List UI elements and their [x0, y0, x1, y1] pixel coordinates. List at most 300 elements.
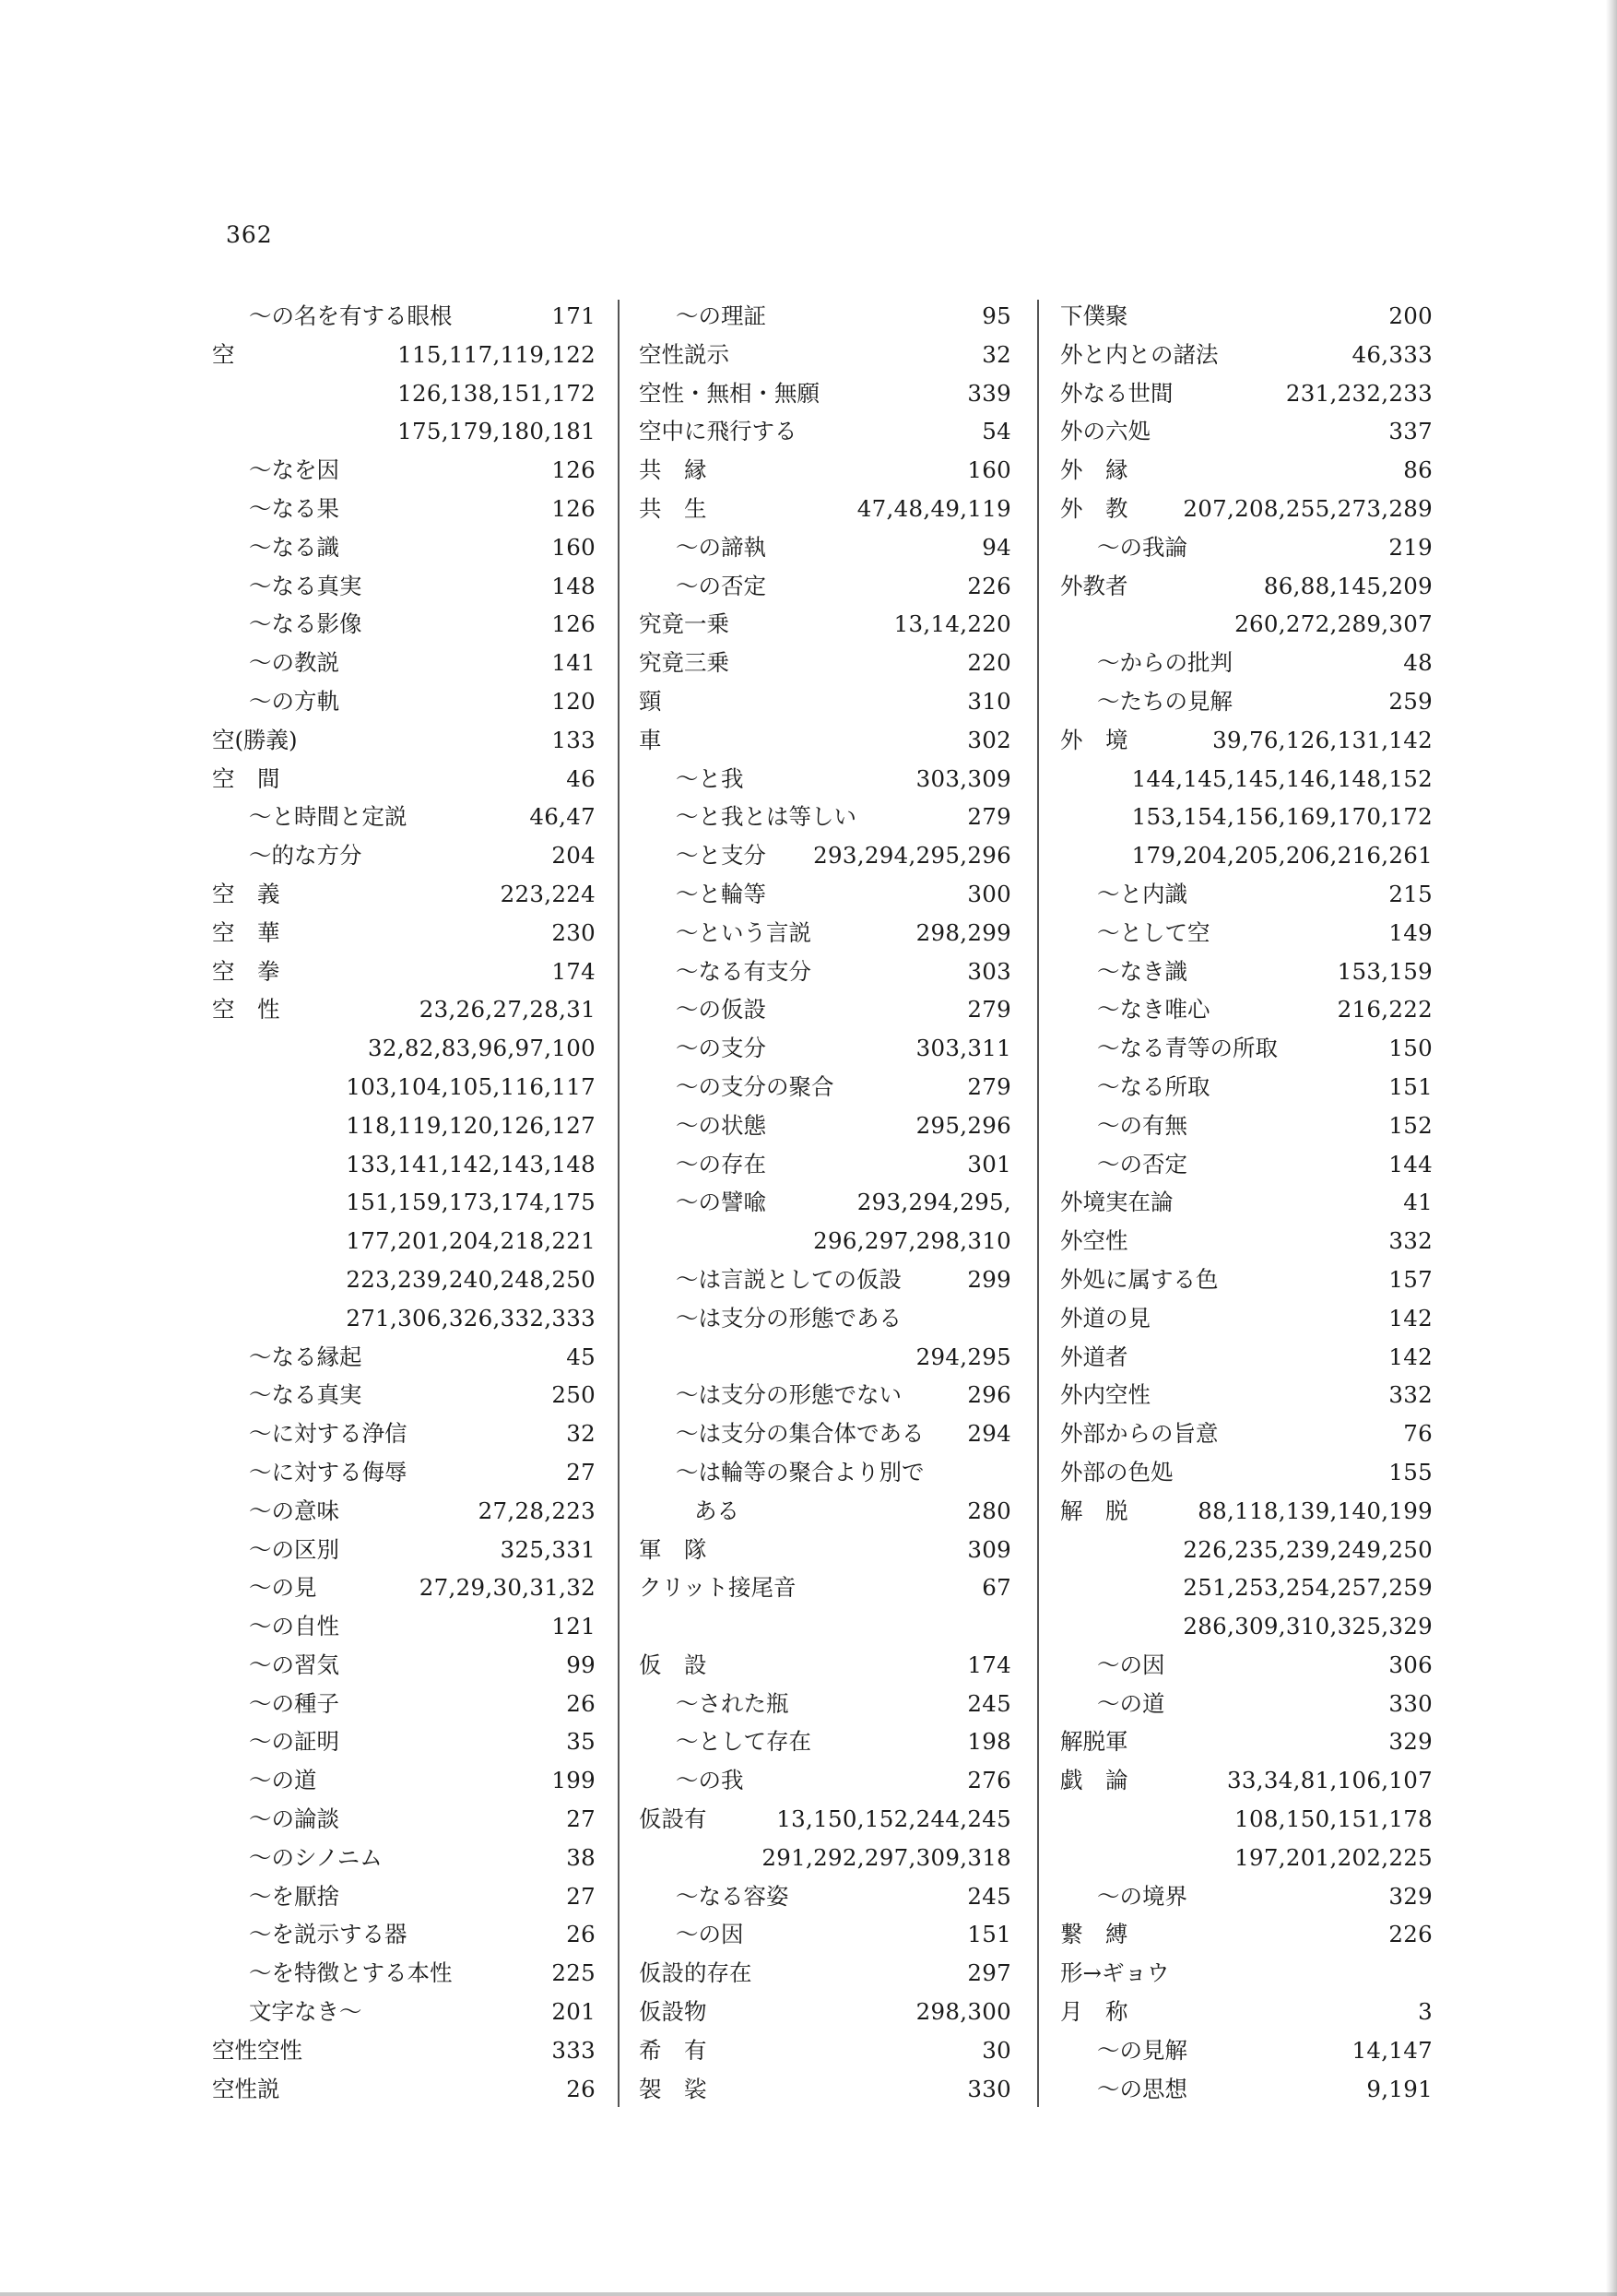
- index-entry: [639, 1685, 1011, 1723]
- entry-pages: 76: [1403, 1420, 1433, 1448]
- entry-term: ～の否定: [1097, 1150, 1187, 1178]
- entry-pages: 298,300: [915, 1998, 1011, 2026]
- index-entry: [1060, 1722, 1433, 1761]
- index-entry: [639, 1568, 1011, 1607]
- entry-term: ～なる果: [249, 494, 339, 522]
- index-entry: [1060, 567, 1433, 606]
- entry-term: ～の区別: [249, 1535, 339, 1563]
- entry-term: 外内空性: [1060, 1381, 1151, 1409]
- index-entry: [212, 644, 596, 682]
- entry-pages: 99: [566, 1651, 596, 1678]
- entry-term: ～された瓶: [676, 1689, 789, 1717]
- index-entry: [639, 760, 1011, 799]
- entry-term: ～に対する侮辱: [249, 1458, 407, 1485]
- index-entry: [1060, 1145, 1433, 1184]
- index-entry: [639, 1376, 1011, 1414]
- entry-pages: 35: [566, 1728, 596, 1756]
- index-entry: [1060, 374, 1433, 413]
- index-entry: [1060, 1299, 1433, 1338]
- entry-pages: 299: [967, 1265, 1011, 1293]
- entry-term: ～の支分: [676, 1035, 766, 1062]
- entry-pages: 329: [1388, 1882, 1433, 1910]
- index-entry: [1060, 682, 1433, 721]
- index-entry: [212, 682, 596, 721]
- index-entry: [1060, 1954, 1433, 1993]
- entry-term: 希 有: [639, 2036, 707, 2064]
- entry-pages: 295,296: [915, 1111, 1011, 1139]
- index-entry: [212, 1107, 596, 1145]
- entry-pages: 144: [1388, 1150, 1433, 1178]
- entry-pages: 23,26,27,28,31: [419, 996, 596, 1024]
- entry-term: ある: [694, 1497, 739, 1524]
- index-entry: [212, 1260, 596, 1299]
- entry-pages: 197,201,202,225: [1234, 1843, 1433, 1871]
- entry-term: 仮設有: [639, 1805, 707, 1833]
- index-entry: [639, 1183, 1011, 1222]
- entry-pages: 151,159,173,174,175: [346, 1189, 596, 1216]
- index-entry: [212, 1376, 596, 1414]
- entry-pages: 301: [967, 1150, 1011, 1178]
- entry-pages: 306: [1388, 1651, 1433, 1678]
- index-entry: [212, 451, 596, 490]
- entry-term: ～の我: [676, 1767, 744, 1794]
- entry-pages: 223,239,240,248,250: [346, 1265, 596, 1293]
- entry-pages: 204: [551, 842, 596, 870]
- entry-pages: 216,222: [1337, 996, 1433, 1024]
- index-entry: [212, 1761, 596, 1800]
- index-entry: [1060, 490, 1433, 528]
- index-entry: [212, 1414, 596, 1453]
- entry-pages: 95: [982, 302, 1011, 329]
- entry-term: ～的な方分: [249, 842, 362, 870]
- entry-pages: 226: [1388, 1921, 1433, 1948]
- index-entry: [639, 1531, 1011, 1569]
- index-entry: [639, 1646, 1011, 1685]
- index-entry: [1060, 1915, 1433, 1954]
- index-entry: [1060, 2070, 1433, 2109]
- entry-pages: 220: [967, 649, 1011, 677]
- entry-term: ～の有無: [1097, 1111, 1187, 1139]
- entry-term: 外道者: [1060, 1343, 1128, 1370]
- index-entry: [212, 412, 596, 451]
- entry-pages: 279: [967, 803, 1011, 831]
- page-number: 362: [226, 221, 273, 248]
- entry-term: ～と輪等: [676, 880, 766, 907]
- entry-term: 下僕聚: [1060, 302, 1128, 329]
- entry-pages: 153,159: [1337, 957, 1433, 985]
- entry-pages: 174: [551, 957, 596, 985]
- entry-term: 仮設的存在: [639, 1959, 752, 1987]
- index-entry: [212, 1222, 596, 1260]
- entry-pages: 141: [551, 649, 596, 677]
- entry-term: ～として空: [1097, 918, 1210, 946]
- index-entry: [639, 1839, 1011, 1877]
- index-entry: [1060, 528, 1433, 567]
- index-column-2: [639, 297, 1011, 2108]
- entry-pages: 226,235,239,249,250: [1183, 1535, 1433, 1563]
- entry-term: 空 性: [212, 996, 280, 1024]
- entry-pages: 149: [1388, 918, 1433, 946]
- entry-term: 空性説: [212, 2075, 280, 2102]
- entry-term: 戯 論: [1060, 1767, 1128, 1794]
- entry-pages: 160: [551, 533, 596, 561]
- entry-term: 空中に飛行する: [639, 418, 797, 445]
- entry-pages: 337: [1388, 418, 1433, 445]
- entry-pages: 330: [1388, 1689, 1433, 1717]
- entry-pages: 46,47: [529, 803, 596, 831]
- entry-pages: 41: [1403, 1189, 1433, 1216]
- entry-term: ～の自性: [249, 1613, 339, 1640]
- index-entry: [212, 1145, 596, 1184]
- index-entry: [1060, 451, 1433, 490]
- index-entry: [639, 1107, 1011, 1145]
- entry-pages: 32,82,83,96,97,100: [368, 1035, 596, 1062]
- index-entry: [1060, 336, 1433, 374]
- entry-pages: 245: [967, 1689, 1011, 1717]
- entry-term: 外なる世間: [1060, 379, 1174, 407]
- index-entry: [1060, 1107, 1433, 1145]
- entry-term: 文字なき～: [249, 1998, 362, 2026]
- entry-term: ～の因: [1097, 1651, 1165, 1678]
- entry-pages: 33,34,81,106,107: [1226, 1767, 1433, 1794]
- index-entry: [639, 836, 1011, 875]
- entry-pages: 150: [1388, 1035, 1433, 1062]
- index-entry: [1060, 1839, 1433, 1877]
- entry-pages: 38: [566, 1843, 596, 1871]
- index-entry: [212, 490, 596, 528]
- entry-pages: 302: [967, 726, 1011, 753]
- index-entry: [1060, 1222, 1433, 1260]
- entry-pages: 144,145,145,146,148,152: [1131, 764, 1433, 792]
- entry-pages: 157: [1388, 1265, 1433, 1293]
- entry-term: ～なる識: [249, 533, 339, 561]
- entry-term: ～の道: [249, 1767, 317, 1794]
- index-entry: [212, 1685, 596, 1723]
- entry-term: ～と内識: [1097, 880, 1187, 907]
- entry-term: ～なる青等の所取: [1097, 1035, 1278, 1062]
- entry-term: 外と内との諸法: [1060, 340, 1219, 368]
- entry-term: 袈 裟: [639, 2075, 707, 2102]
- index-entry: [639, 682, 1011, 721]
- entry-pages: 160: [967, 456, 1011, 484]
- entry-pages: 276: [967, 1767, 1011, 1794]
- entry-term: ～という言説: [676, 918, 811, 946]
- index-entry: [1060, 1492, 1433, 1531]
- entry-pages: 86,88,145,209: [1263, 572, 1433, 599]
- index-entry: [1060, 605, 1433, 644]
- entry-term: 車: [639, 726, 662, 753]
- entry-term: ～は支分の形態である: [676, 1304, 902, 1331]
- entry-pages: 296: [967, 1381, 1011, 1409]
- index-entry: [639, 2070, 1011, 2109]
- index-entry: [212, 798, 596, 836]
- entry-term: ～を説示する器: [249, 1921, 407, 1948]
- entry-pages: 174: [967, 1651, 1011, 1678]
- entry-pages: 3: [1418, 1998, 1433, 2026]
- entry-term: ～の習気: [249, 1651, 339, 1678]
- entry-pages: 293,294,295,296: [813, 842, 1011, 870]
- entry-pages: 148: [551, 572, 596, 599]
- index-entry: [639, 567, 1011, 606]
- entry-term: ～の状態: [676, 1111, 766, 1139]
- entry-pages: 171: [551, 302, 596, 329]
- entry-term: ～の見解: [1097, 2036, 1187, 2064]
- entry-term: ～なき識: [1097, 957, 1187, 985]
- entry-pages: 230: [551, 918, 596, 946]
- index-entry: [212, 1568, 596, 1607]
- entry-pages: 251,253,254,257,259: [1183, 1574, 1433, 1602]
- entry-pages: 27: [566, 1458, 596, 1485]
- index-entry: [639, 490, 1011, 528]
- entry-term: ～の思想: [1097, 2075, 1187, 2102]
- index-entry: [212, 374, 596, 413]
- entry-pages: 329: [1388, 1728, 1433, 1756]
- index-entry: [212, 605, 596, 644]
- entry-term: ～と我とは等しい: [676, 803, 856, 831]
- entry-term: ～の我論: [1097, 533, 1187, 561]
- entry-term: ～の否定: [676, 572, 766, 599]
- entry-pages: 296,297,298,310: [813, 1227, 1011, 1255]
- entry-term: ～と支分: [676, 842, 766, 870]
- index-entry: [212, 1954, 596, 1993]
- entry-term: ～の名を有する眼根: [249, 302, 453, 329]
- index-entry: [212, 1722, 596, 1761]
- entry-pages: 86: [1403, 456, 1433, 484]
- column-divider: [1037, 300, 1039, 2107]
- entry-term: 外道の見: [1060, 1304, 1151, 1331]
- entry-term: 仮設物: [639, 1998, 707, 2026]
- entry-pages: 115,117,119,122: [397, 340, 596, 368]
- entry-term: ～は支分の形態でない: [676, 1381, 902, 1409]
- entry-pages: 199: [551, 1767, 596, 1794]
- entry-term: ～なを因: [249, 456, 339, 484]
- index-entry: [1060, 1376, 1433, 1414]
- entry-pages: 332: [1388, 1381, 1433, 1409]
- entry-pages: 201: [551, 1998, 596, 2026]
- entry-term: 軍 隊: [639, 1535, 707, 1563]
- entry-pages: 108,150,151,178: [1234, 1805, 1433, 1833]
- index-entry: [1060, 1531, 1433, 1569]
- entry-term: ～なる縁起: [249, 1343, 362, 1370]
- entry-pages: 339: [967, 379, 1011, 407]
- index-entry: [212, 1646, 596, 1685]
- index-entry: [639, 2031, 1011, 2070]
- entry-pages: 310: [967, 687, 1011, 715]
- entry-pages: 286,309,310,325,329: [1183, 1613, 1433, 1640]
- entry-term: ～の見: [249, 1574, 317, 1602]
- index-entry: [639, 1607, 1011, 1646]
- entry-term: 外部の色処: [1060, 1458, 1174, 1485]
- entry-term: 外の六処: [1060, 418, 1151, 445]
- entry-pages: 259: [1388, 687, 1433, 715]
- index-entry: [212, 990, 596, 1029]
- index-entry: [639, 1800, 1011, 1839]
- index-entry: [212, 336, 596, 374]
- entry-term: 究竟一乗: [639, 610, 729, 638]
- entry-term: ～なる真実: [249, 1381, 362, 1409]
- entry-pages: 225: [551, 1959, 596, 1987]
- entry-term: 空性空性: [212, 2036, 302, 2064]
- index-entry: [1060, 1183, 1433, 1222]
- entry-pages: 26: [566, 1921, 596, 1948]
- entry-term: 共 縁: [639, 456, 707, 484]
- index-entry: [212, 721, 596, 760]
- entry-pages: 46,333: [1351, 340, 1433, 368]
- index-entry: [1060, 1414, 1433, 1453]
- index-entry: [1060, 1029, 1433, 1068]
- index-entry: [212, 1607, 596, 1646]
- index-entry: [639, 1915, 1011, 1954]
- entry-term: ～の支分の聚合: [676, 1072, 834, 1100]
- entry-term: ～の証明: [249, 1728, 339, 1756]
- entry-term: 空 間: [212, 764, 280, 792]
- index-entry: [212, 1877, 596, 1916]
- entry-pages: 293,294,295,: [856, 1189, 1011, 1216]
- entry-pages: 32: [982, 340, 1011, 368]
- entry-pages: 39,76,126,131,142: [1212, 726, 1433, 753]
- entry-pages: 45: [566, 1343, 596, 1370]
- index-entry: [639, 1453, 1011, 1492]
- entry-pages: 279: [967, 1072, 1011, 1100]
- entry-pages: 46: [566, 764, 596, 792]
- entry-pages: 27,29,30,31,32: [419, 1574, 596, 1602]
- entry-term: ～として存在: [676, 1728, 811, 1756]
- entry-term: 空 義: [212, 880, 280, 907]
- entry-term: ～と我: [676, 764, 744, 792]
- entry-term: 頸: [639, 687, 662, 715]
- entry-pages: 30: [982, 2036, 1011, 2064]
- entry-term: クリット接尾音: [639, 1574, 797, 1602]
- entry-pages: 309: [967, 1535, 1011, 1563]
- index-entry: [1060, 1685, 1433, 1723]
- entry-term: ～たちの見解: [1097, 687, 1233, 715]
- index-entry: [212, 1068, 596, 1107]
- index-entry: [212, 1492, 596, 1531]
- entry-pages: 26: [566, 1689, 596, 1717]
- index-entry: [639, 1761, 1011, 1800]
- index-entry: [1060, 1607, 1433, 1646]
- entry-pages: 280: [967, 1497, 1011, 1524]
- entry-pages: 94: [982, 533, 1011, 561]
- entry-pages: 175,179,180,181: [397, 418, 596, 445]
- index-entry: [212, 1299, 596, 1338]
- entry-term: ～なる真実: [249, 572, 362, 599]
- entry-term: ～の因: [676, 1921, 744, 1948]
- index-entry: [1060, 1068, 1433, 1107]
- entry-pages: 332: [1388, 1227, 1433, 1255]
- entry-pages: 303,309: [915, 764, 1011, 792]
- index-entry: [639, 528, 1011, 567]
- index-entry: [212, 1800, 596, 1839]
- entry-pages: 26: [566, 2075, 596, 2102]
- index-entry: [212, 567, 596, 606]
- entry-pages: 245: [967, 1882, 1011, 1910]
- entry-term: 繋 縛: [1060, 1921, 1128, 1948]
- entry-pages: 260,272,289,307: [1234, 610, 1433, 638]
- index-entry: [1060, 2031, 1433, 2070]
- entry-pages: 152: [1388, 1111, 1433, 1139]
- entry-term: ～の教説: [249, 649, 339, 677]
- entry-term: ～の譬喩: [676, 1189, 766, 1216]
- index-entry: [639, 1338, 1011, 1377]
- entry-pages: 151: [1388, 1072, 1433, 1100]
- entry-pages: 298,299: [915, 918, 1011, 946]
- entry-term: ～は支分の集合体である: [676, 1420, 925, 1448]
- entry-term: 空 拳: [212, 957, 280, 985]
- index-entry: [1060, 297, 1433, 336]
- entry-pages: 297: [967, 1959, 1011, 1987]
- index-entry: [1060, 1453, 1433, 1492]
- entry-pages: 54: [982, 418, 1011, 445]
- entry-term: ～の存在: [676, 1150, 766, 1178]
- entry-pages: 14,147: [1351, 2036, 1433, 2064]
- index-entry: [639, 1222, 1011, 1260]
- index-column-1: [212, 297, 596, 2108]
- entry-pages: 118,119,120,126,127: [346, 1111, 596, 1139]
- entry-term: 空: [212, 340, 235, 368]
- entry-term: 外処に属する色: [1060, 1265, 1219, 1293]
- index-entry: [1060, 1877, 1433, 1916]
- entry-pages: 200: [1388, 302, 1433, 329]
- index-entry: [212, 875, 596, 914]
- entry-term: 外 教: [1060, 494, 1128, 522]
- entry-pages: 27: [566, 1882, 596, 1910]
- entry-term: ～なる影像: [249, 610, 362, 638]
- entry-pages: 179,204,205,206,216,261: [1131, 842, 1433, 870]
- entry-term: ～なる所取: [1097, 1072, 1210, 1100]
- index-entry: [1060, 1646, 1433, 1685]
- entry-term: 外 境: [1060, 726, 1128, 753]
- scan-edge-shadow: [1606, 0, 1617, 2296]
- entry-term: ～の道: [1097, 1689, 1165, 1717]
- entry-pages: 126: [551, 494, 596, 522]
- entry-pages: 303: [967, 957, 1011, 985]
- entry-pages: 126: [551, 456, 596, 484]
- entry-pages: 300: [967, 880, 1011, 907]
- index-entry: [639, 953, 1011, 991]
- entry-term: ～の意味: [249, 1497, 339, 1524]
- index-entry: [639, 412, 1011, 451]
- index-entry: [639, 1260, 1011, 1299]
- entry-term: ～を特徴とする本性: [249, 1959, 453, 1987]
- entry-term: ～を厭捨: [249, 1882, 339, 1910]
- index-entry: [1060, 990, 1433, 1029]
- index-entry: [1060, 836, 1433, 875]
- index-entry: [1060, 798, 1433, 836]
- entry-term: 解脱軍: [1060, 1728, 1128, 1756]
- index-entry: [212, 953, 596, 991]
- entry-pages: 142: [1388, 1304, 1433, 1331]
- entry-pages: 271,306,326,332,333: [346, 1304, 596, 1331]
- entry-pages: 231,232,233: [1285, 379, 1433, 407]
- index-entry: [639, 1029, 1011, 1068]
- entry-term: ～に対する浄信: [249, 1420, 407, 1448]
- index-entry: [1060, 953, 1433, 991]
- index-entry: [639, 297, 1011, 336]
- index-entry: [639, 990, 1011, 1029]
- entry-pages: 133,141,142,143,148: [346, 1150, 596, 1178]
- entry-pages: 120: [551, 687, 596, 715]
- entry-term: ～の方軌: [249, 687, 339, 715]
- index-entry: [1060, 644, 1433, 682]
- entry-term: ～からの批判: [1097, 649, 1233, 677]
- index-entry: [1060, 1338, 1433, 1377]
- index-entry: [212, 1453, 596, 1492]
- index-entry: [639, 1993, 1011, 2031]
- entry-pages: 27,28,223: [478, 1497, 596, 1524]
- entry-pages: 47,48,49,119: [856, 494, 1011, 522]
- index-entry: [639, 721, 1011, 760]
